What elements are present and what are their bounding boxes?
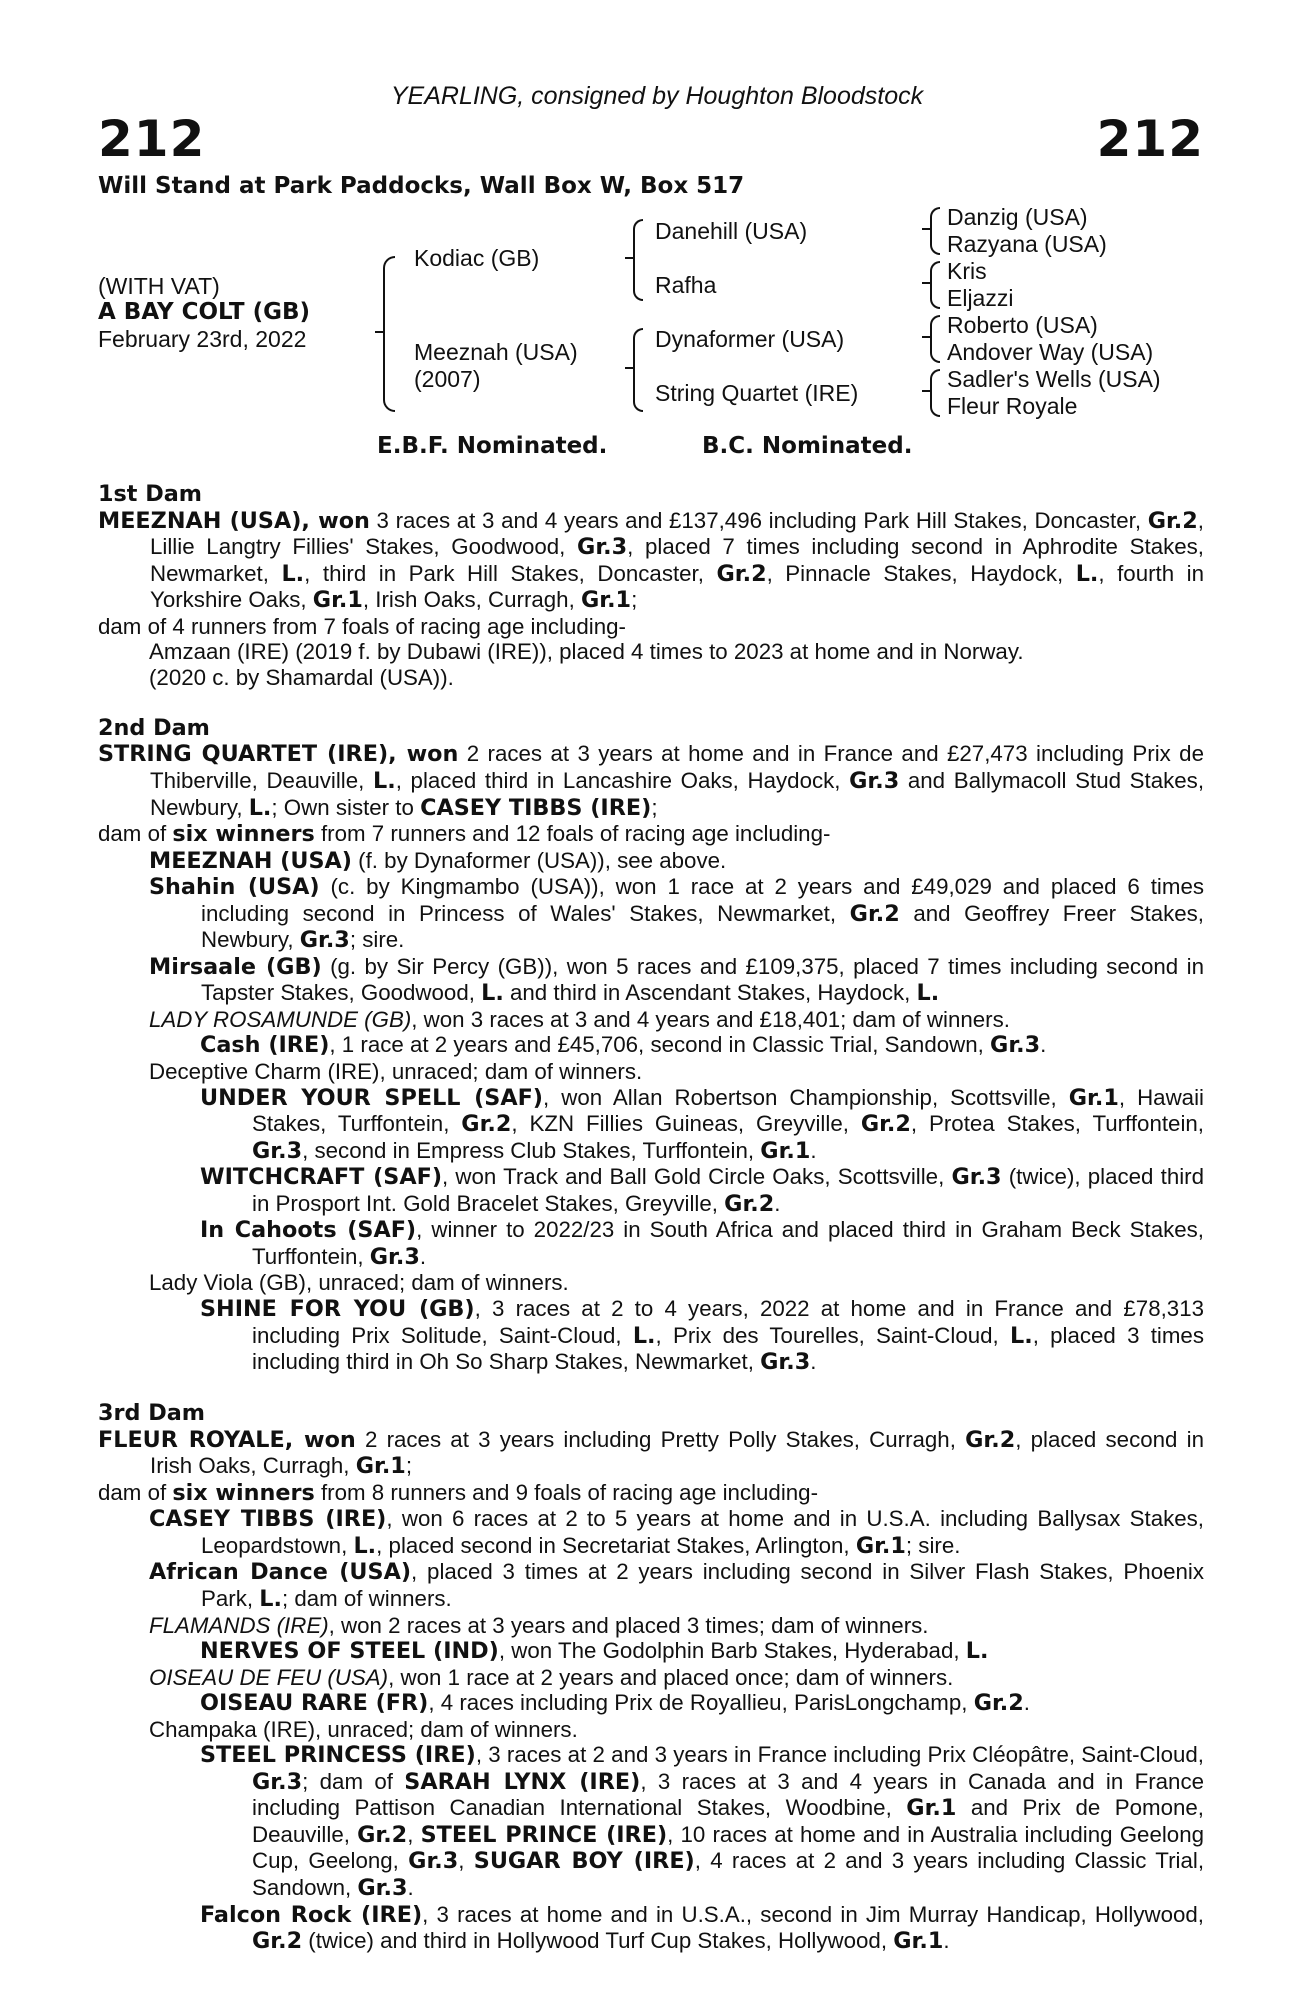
- grade: Gr.3: [849, 768, 900, 795]
- brace-3b: [930, 261, 940, 309]
- listed: L.: [353, 1532, 377, 1559]
- grade: Gr.3: [252, 1137, 303, 1164]
- text: (twice) and third in Hollywood Turf Cup Stakes, Hollywood,: [302, 1928, 894, 1954]
- second-dam-section: [98, 716, 1204, 1376]
- produce-record: [98, 482, 1204, 1955]
- first-dam-name: MEEZNAH (USA): [98, 507, 302, 534]
- horse-name: SARAH LYNX (IRE): [404, 1768, 641, 1795]
- produce-shahin: [98, 874, 1204, 954]
- text: , Lillie Langtry Fillies' Stakes, Goodwood,: [150, 507, 1204, 560]
- text: , placed second in Secretariat Stakes, Arlington,: [376, 1532, 856, 1558]
- grade: Gr.1: [906, 1795, 957, 1822]
- text: , placed 3 times including third in Oh So Sharp Stakes, Newmarket,: [252, 1322, 1204, 1375]
- g3-3: Kris: [947, 258, 987, 284]
- third-dam-heading: 3rd Dam: [98, 1400, 206, 1427]
- g3-5: Roberto (USA): [947, 312, 1098, 338]
- text: ;: [651, 794, 658, 820]
- produce-deceptive-charm: Deceptive Charm (IRE), unraced; dam of winners.: [149, 1059, 643, 1085]
- listed: L.: [1075, 560, 1099, 587]
- text: , won 6 races at 2 to 5 years at home and in U.S.A. including Ballysax Stakes, Leopardstown,: [201, 1506, 1205, 1558]
- g3-8: Fleur Royale: [947, 393, 1078, 419]
- second-dam-heading: 2nd Dam: [98, 714, 210, 741]
- produce-2: (2020 c. by Shamardal (USA)).: [149, 664, 454, 690]
- produce-casey-tibbs: [98, 1506, 1204, 1559]
- grade: Gr.3: [577, 534, 628, 561]
- brace-1-point: [375, 331, 383, 333]
- text: ;: [405, 1453, 413, 1479]
- foaling-date: February 23rd, 2022: [98, 326, 307, 352]
- second-dam-name: STRING QUARTET (IRE): [98, 741, 389, 768]
- text: , 10 races at home and in Australia including Geelong Cup, Geelong,: [252, 1821, 1205, 1874]
- listed: L.: [965, 1638, 989, 1665]
- produce-lady-rosamunde: [98, 1007, 1204, 1033]
- listed: L.: [1010, 1322, 1033, 1349]
- dam: Meeznah (USA): [414, 339, 578, 365]
- produce-meeznah: [98, 848, 1204, 875]
- grade: Gr.1: [855, 1532, 906, 1559]
- sire: Kodiac (GB): [414, 245, 540, 271]
- grade: Gr.2: [252, 1928, 303, 1955]
- grade: Gr.2: [461, 1111, 512, 1138]
- brace-2a: [633, 219, 643, 301]
- text: , Prix des Tourelles, Saint-Cloud,: [655, 1322, 1010, 1348]
- produce-flamands: [98, 1613, 1204, 1639]
- horse-name: FLAMANDS (IRE): [149, 1612, 329, 1638]
- horse-name: SHINE FOR YOU (GB): [200, 1295, 475, 1322]
- text: , third in Park Hill Stakes, Doncaster,: [304, 560, 717, 586]
- text: , Protea Stakes, Turffontein,: [910, 1111, 1204, 1137]
- produce-steel-princess: [98, 1742, 1204, 1901]
- text: and third in Ascendant Stakes, Haydock,: [503, 980, 917, 1006]
- text: , 3 races at 3 and 4 years in Canada and in France including Pattison Canadian International Stakes, Woodbine,: [252, 1768, 1205, 1821]
- text: , second in Empress Club Stakes, Turffontein,: [302, 1137, 761, 1163]
- horse-name: SUGAR BOY (IRE): [473, 1848, 695, 1875]
- horse-name: MEEZNAH (USA): [149, 847, 352, 874]
- text: ; Own sister to: [271, 794, 421, 820]
- listed: L.: [632, 1322, 656, 1349]
- text: .: [810, 1349, 817, 1375]
- text: .: [419, 1243, 427, 1269]
- grade: Gr.2: [860, 1111, 911, 1138]
- text: (f. by Dynaformer (USA)), see above.: [351, 847, 727, 873]
- produce-in-cahoots: [98, 1217, 1204, 1270]
- text: .: [810, 1137, 817, 1163]
- first-dam-section: [98, 482, 1204, 690]
- grade: Gr.2: [724, 1190, 775, 1217]
- text: 3 races at 3 and 4 years and £137,496 including Park Hill Stakes, Doncaster,: [369, 507, 1148, 533]
- text: (c. by Kingmambo (USA)), won 1 race at 2 years and £49,029 and placed 6 times including second in Princess of Wales' Stakes, Newmarket,: [201, 874, 1204, 926]
- text: and Prix de Pomone, Deauville,: [252, 1795, 1204, 1847]
- text: (g. by Sir Percy (GB)), won 5 races and £109,375, placed 7 times including second in Tapster Stakes, Goodwood,: [201, 953, 1204, 1006]
- g3-2: Razyana (USA): [947, 231, 1107, 257]
- horse-name: LADY ROSAMUNDE (GB): [149, 1006, 412, 1032]
- produce-african-dance: [98, 1559, 1204, 1612]
- text: , won Track and Ball Gold Circle Oaks, Scottsville,: [442, 1164, 952, 1190]
- brace-2b: [633, 328, 643, 412]
- horse-name: STEEL PRINCESS (IRE): [200, 1742, 476, 1769]
- vat-note: (WITH VAT): [98, 273, 220, 299]
- text: 2 races at 3 years at home and in France and £27,473 including Prix de Thiberville, Deauville,: [150, 741, 1204, 794]
- text: ; sire.: [905, 1532, 961, 1558]
- grade: Gr.1: [893, 1928, 944, 1955]
- produce-cash: [98, 1032, 1204, 1059]
- produce-nerves-of-steel: [98, 1638, 1204, 1665]
- horse-name: Mirsaale (GB): [149, 953, 322, 980]
- horse-name: Shahin (USA): [149, 874, 320, 901]
- second-dam-record: [98, 741, 1204, 821]
- text: and Ballymacoll Stud Stakes, Newbury,: [150, 768, 1205, 820]
- text: ,: [407, 1821, 421, 1847]
- third-dam-dam-of: [98, 1480, 1204, 1507]
- g3-1: Danzig (USA): [947, 204, 1088, 230]
- text: .: [774, 1190, 781, 1216]
- grade: Gr.2: [716, 560, 767, 587]
- horse-name: In Cahoots (SAF): [200, 1217, 417, 1244]
- won-label: , won: [301, 507, 370, 534]
- produce-witchcraft: [98, 1164, 1204, 1217]
- text: .: [1023, 1690, 1030, 1716]
- horse-name: OISEAU DE FEU (USA): [149, 1664, 389, 1690]
- bc-nomination: B.C. Nominated.: [702, 433, 913, 459]
- dam-sire: Dynaformer (USA): [655, 326, 845, 352]
- produce-lady-viola: Lady Viola (GB), unraced; dam of winners.: [149, 1270, 569, 1296]
- brace-3b-point: [922, 282, 930, 284]
- text: , won The Godolphin Barb Stakes, Hyderabad,: [498, 1638, 966, 1664]
- text: and Geoffrey Freer Stakes, Newbury,: [201, 900, 1205, 953]
- grade: Gr.3: [951, 1164, 1002, 1191]
- first-dam-heading: 1st Dam: [98, 481, 202, 507]
- horse-name: NERVES OF STEEL (IND): [200, 1638, 499, 1665]
- grade: Gr.1: [1068, 1084, 1119, 1111]
- text: , 3 races at 2 and 3 years in France including Prix Cléopâtre, Saint-Cloud,: [475, 1742, 1204, 1768]
- listed: L.: [248, 794, 272, 821]
- text: dam of: [98, 821, 173, 847]
- lot-number-left: 212: [98, 110, 206, 168]
- produce-shine-for-you: [98, 1296, 1204, 1376]
- text: , Hawaii Stakes, Turffontein,: [252, 1084, 1204, 1137]
- third-dam-section: [98, 1401, 1204, 1954]
- listed: L.: [259, 1585, 282, 1612]
- text: , KZN Fillies Guineas, Greyville,: [511, 1111, 861, 1137]
- listed: L.: [916, 980, 940, 1007]
- grade: Gr.3: [369, 1243, 420, 1270]
- text: ; sire.: [349, 927, 405, 953]
- horse-name: STEEL PRINCE (IRE): [420, 1821, 668, 1848]
- grade: Gr.2: [849, 900, 900, 927]
- text: , 3 races at home and in U.S.A., second in Jim Murray Handicap, Hollywood,: [422, 1901, 1204, 1927]
- grade: Gr.3: [990, 1032, 1041, 1059]
- winners-count: six winners: [172, 821, 315, 848]
- sire-dam: Rafha: [655, 272, 717, 298]
- grade: Gr.1: [312, 587, 363, 614]
- grade: Gr.1: [355, 1453, 406, 1480]
- horse-name: A BAY COLT (GB): [98, 299, 311, 325]
- text: , placed 3 times at 2 years including second in Silver Flash Stakes, Phoenix Park,: [201, 1559, 1204, 1611]
- lot-number-right: 212: [1096, 110, 1204, 168]
- horse-name: CASEY TIBBS (IRE): [149, 1506, 387, 1533]
- produce-champaka: Champaka (IRE), unraced; dam of winners.: [149, 1716, 578, 1742]
- first-dam-dam-of: dam of 4 runners from 7 foals of racing age including-: [98, 613, 626, 639]
- text: , placed 7 times including second in Aphrodite Stakes, Newmarket,: [150, 534, 1204, 586]
- text: , Pinnacle Stakes, Haydock,: [766, 560, 1076, 586]
- text: ,: [458, 1848, 474, 1874]
- third-dam-record: [98, 1427, 1204, 1480]
- grade: Gr.2: [357, 1821, 408, 1848]
- text: , 4 races at 2 and 3 years including Classic Trial, Sandown,: [252, 1848, 1205, 1900]
- produce-oiseau-de-feu: [98, 1665, 1204, 1691]
- text: ; dam of: [302, 1768, 405, 1794]
- text: (twice), placed third in Prosport Int. Gold Bracelet Stakes, Greyville,: [252, 1164, 1205, 1216]
- produce-mirsaale: [98, 954, 1204, 1007]
- text: dam of: [98, 1479, 173, 1505]
- text: , placed third in Lancashire Oaks, Haydock,: [395, 768, 850, 794]
- stand-location: Will Stand at Park Paddocks, Wall Box W, Box 517: [98, 173, 745, 199]
- won-label: , won: [284, 1426, 356, 1453]
- catalogue-subtitle: YEARLING, consigned by Houghton Bloodstock: [390, 82, 924, 110]
- text: , 1 race at 2 years and £45,706, second in Classic Trial, Sandown,: [329, 1032, 991, 1058]
- sire-sire: Danehill (USA): [655, 218, 808, 244]
- horse-name: African Dance (USA): [149, 1559, 412, 1586]
- dam-dam: String Quartet (IRE): [655, 380, 859, 406]
- text: .: [943, 1928, 950, 1954]
- grade: Gr.3: [299, 927, 350, 954]
- g3-6: Andover Way (USA): [947, 339, 1154, 365]
- grade: Gr.1: [760, 1137, 811, 1164]
- brace-2b-point: [625, 367, 633, 369]
- text: from 8 runners and 9 foals of racing age including-: [314, 1479, 819, 1505]
- horse-name: UNDER YOUR SPELL (SAF): [200, 1084, 543, 1111]
- grade: Gr.3: [357, 1874, 408, 1901]
- third-dam-name: FLEUR ROYALE: [98, 1426, 285, 1453]
- sister-name: CASEY TIBBS (IRE): [420, 794, 652, 821]
- dam-year: (2007): [414, 366, 481, 392]
- brace-3c-point: [922, 336, 930, 338]
- ebf-nomination: E.B.F. Nominated.: [377, 433, 608, 459]
- text: ; dam of winners.: [281, 1585, 452, 1611]
- brace-3d: [930, 369, 940, 417]
- text: , won 3 races at 3 and 4 years and £18,401; dam of winners.: [411, 1006, 1010, 1032]
- winners-count: six winners: [172, 1479, 315, 1506]
- grade: Gr.2: [973, 1690, 1024, 1717]
- grade: Gr.3: [760, 1349, 811, 1376]
- won-label: , won: [388, 741, 459, 768]
- text: ;: [631, 587, 638, 613]
- text: , 3 races at 2 to 4 years, 2022 at home and in France and £78,313 including Prix Solitude, Saint-Cloud,: [252, 1295, 1204, 1348]
- text: , won 1 race at 2 years and placed once; dam of winners.: [388, 1664, 954, 1690]
- brace-1: [383, 256, 395, 412]
- brace-3c: [930, 315, 940, 363]
- listed: L.: [373, 768, 396, 795]
- text: , Irish Oaks, Curragh,: [362, 587, 581, 613]
- brace-3a-point: [922, 228, 930, 230]
- g3-4: Eljazzi: [947, 285, 1014, 311]
- text: , won 2 races at 3 years and placed 3 times; dam of winners.: [328, 1612, 929, 1638]
- text: , placed second in Irish Oaks, Curragh,: [150, 1426, 1204, 1479]
- grade: Gr.1: [580, 587, 632, 614]
- first-dam-record: [98, 508, 1204, 614]
- produce-under-your-spell: [98, 1085, 1204, 1165]
- horse-name: Cash (IRE): [200, 1032, 330, 1059]
- produce-1: Amzaan (IRE) (2019 f. by Dubawi (IRE)), placed 4 times to 2023 at home and in Norway.: [149, 639, 1024, 665]
- listed: L.: [281, 560, 305, 587]
- grade: Gr.2: [1147, 507, 1198, 534]
- listed: L.: [481, 980, 504, 1007]
- horse-name: Falcon Rock (IRE): [200, 1901, 423, 1928]
- brace-3a: [930, 207, 940, 255]
- text: 2 races at 3 years including Pretty Polly Stakes, Curragh,: [355, 1426, 966, 1452]
- brace-2a-point: [625, 257, 633, 259]
- grade: Gr.3: [408, 1848, 459, 1875]
- text: .: [1040, 1032, 1047, 1058]
- grade: Gr.3: [252, 1768, 303, 1795]
- grade: Gr.2: [965, 1426, 1016, 1453]
- text: .: [407, 1874, 414, 1900]
- second-dam-dam-of: [98, 821, 1204, 848]
- brace-3d-point: [922, 390, 930, 392]
- g3-7: Sadler's Wells (USA): [947, 366, 1161, 392]
- horse-name: WITCHCRAFT (SAF): [200, 1164, 443, 1191]
- text: , 4 races including Prix de Royallieu, ParisLongchamp,: [428, 1690, 974, 1716]
- horse-name: OISEAU RARE (FR): [200, 1690, 429, 1717]
- produce-oiseau-rare: [98, 1690, 1204, 1717]
- text: , winner to 2022/23 in South Africa and placed third in Graham Beck Stakes, Turffontein,: [252, 1217, 1204, 1269]
- produce-falcon-rock: [98, 1902, 1204, 1955]
- text: , fourth in Yorkshire Oaks,: [150, 560, 1204, 613]
- text: from 7 runners and 12 foals of racing age including-: [314, 821, 831, 847]
- text: , won Allan Robertson Championship, Scottsville,: [543, 1084, 1069, 1110]
